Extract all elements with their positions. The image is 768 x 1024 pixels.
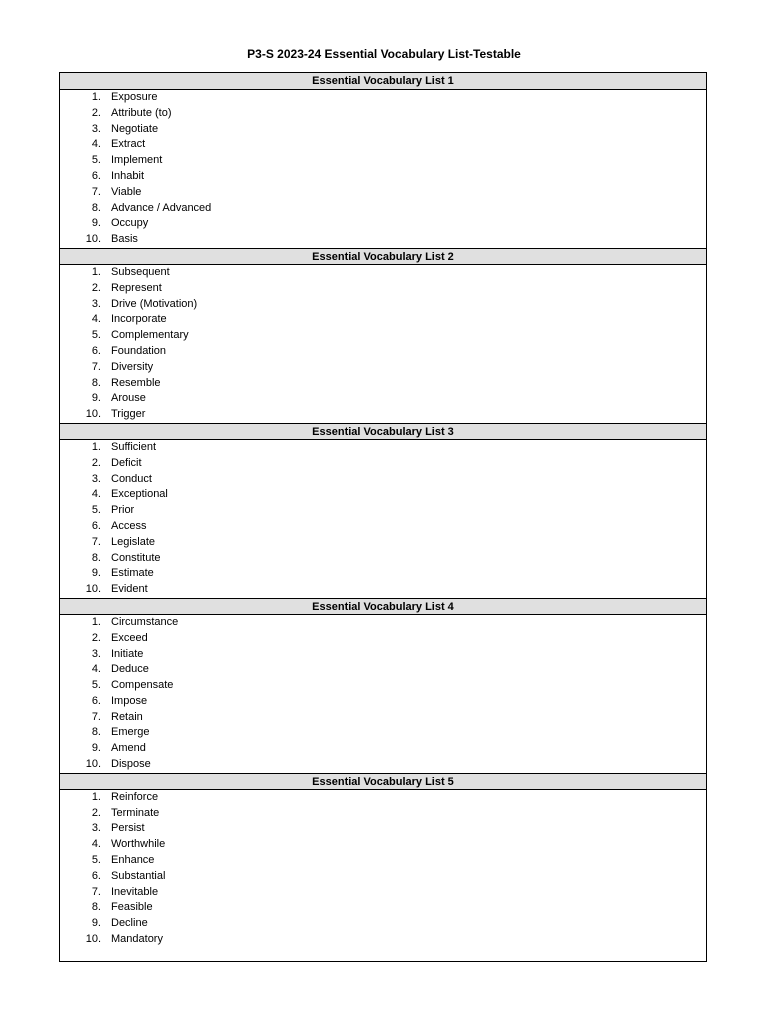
item-number: 1. (91, 615, 101, 628)
item-number: 7. (91, 185, 101, 198)
vocabulary-word: Extract (111, 138, 146, 151)
vocabulary-section-2 (60, 248, 706, 423)
vocabulary-word: Enhance (111, 854, 155, 867)
vocabulary-word: Initiate (111, 647, 144, 660)
item-number: 2. (91, 806, 101, 819)
item-number: 8. (91, 376, 101, 389)
list-item (60, 821, 706, 837)
list-item (60, 694, 706, 710)
item-number: 1. (91, 790, 101, 803)
vocabulary-word: Exceed (111, 631, 148, 644)
vocabulary-word: Exceptional (111, 488, 168, 501)
item-number: 3. (91, 297, 101, 310)
item-number: 3. (91, 472, 101, 485)
item-number: 5. (91, 154, 101, 167)
vocabulary-word: Worthwhile (111, 838, 166, 851)
vocabulary-word: Conduct (111, 472, 152, 485)
vocabulary-word: Decline (111, 917, 148, 930)
item-number: 10. (85, 233, 101, 246)
item-number: 3. (91, 122, 101, 135)
list-item (60, 678, 706, 694)
item-number: 1. (91, 265, 101, 278)
list-item (60, 122, 706, 138)
list-item (60, 869, 706, 885)
item-number: 10. (85, 408, 101, 421)
list-item (60, 647, 706, 663)
item-number: 6. (91, 169, 101, 182)
list-item (60, 853, 706, 869)
vocabulary-word: Circumstance (111, 615, 179, 628)
item-number: 5. (91, 679, 101, 692)
item-number: 2. (91, 456, 101, 469)
list-item (60, 837, 706, 853)
item-number: 9. (91, 567, 101, 580)
list-item (60, 360, 706, 376)
list-item (60, 741, 706, 757)
list-item (60, 265, 706, 281)
vocabulary-word: Emerge (111, 726, 150, 739)
section-heading: Essential Vocabulary List 1 (60, 73, 706, 90)
item-number: 4. (91, 663, 101, 676)
vocabulary-word: Amend (111, 742, 146, 755)
list-item (60, 440, 706, 456)
vocabulary-word: Inevitable (111, 885, 159, 898)
vocabulary-word: Trigger (111, 408, 146, 421)
item-number: 5. (91, 329, 101, 342)
vocabulary-word: Evident (111, 583, 148, 596)
vocabulary-list (60, 265, 706, 423)
vocabulary-word: Retain (111, 710, 143, 723)
vocabulary-word: Diversity (111, 360, 154, 373)
list-item (60, 137, 706, 153)
document-title: P3-S 2023-24 Essential Vocabulary List-Testable (247, 47, 521, 61)
list-item (60, 582, 706, 598)
list-item (60, 232, 706, 248)
vocabulary-section-1 (60, 73, 706, 248)
item-number: 10. (85, 583, 101, 596)
item-number: 9. (91, 392, 101, 405)
item-number: 4. (91, 138, 101, 151)
vocabulary-word: Advance / Advanced (111, 201, 212, 214)
item-number: 10. (85, 758, 101, 771)
list-item (60, 472, 706, 488)
vocabulary-word: Incorporate (111, 313, 167, 326)
list-item (60, 376, 706, 392)
list-item (60, 216, 706, 232)
list-item (60, 328, 706, 344)
list-item (60, 757, 706, 773)
vocabulary-word: Occupy (111, 217, 149, 230)
list-item (60, 662, 706, 678)
item-number: 4. (91, 313, 101, 326)
vocabulary-word: Terminate (111, 806, 160, 819)
vocabulary-word: Represent (111, 281, 162, 294)
item-number: 8. (91, 901, 101, 914)
list-item (60, 551, 706, 567)
list-item (60, 185, 706, 201)
item-number: 6. (91, 869, 101, 882)
section-heading: Essential Vocabulary List 3 (60, 423, 706, 440)
item-number: 7. (91, 710, 101, 723)
vocabulary-word: Estimate (111, 567, 154, 580)
list-item (60, 885, 706, 901)
vocabulary-word: Access (111, 519, 147, 532)
list-item (60, 106, 706, 122)
list-item (60, 916, 706, 932)
vocabulary-word: Viable (111, 185, 142, 198)
section-heading: Essential Vocabulary List 5 (60, 773, 706, 790)
vocabulary-word: Constitute (111, 551, 161, 564)
item-number: 9. (91, 217, 101, 230)
item-number: 2. (91, 281, 101, 294)
vocabulary-table (59, 72, 707, 962)
list-item (60, 725, 706, 741)
list-item (60, 615, 706, 631)
item-number: 1. (91, 91, 101, 103)
vocabulary-word: Resemble (111, 376, 161, 389)
vocabulary-word: Complementary (111, 329, 189, 342)
section-heading: Essential Vocabulary List 2 (60, 248, 706, 265)
list-item (60, 900, 706, 916)
vocabulary-word: Inhabit (111, 169, 145, 182)
vocabulary-word: Compensate (111, 679, 174, 692)
list-item (60, 312, 706, 328)
vocabulary-section-3 (60, 423, 706, 598)
vocabulary-section-4 (60, 598, 706, 773)
list-item (60, 503, 706, 519)
vocabulary-word: Prior (111, 504, 135, 517)
item-number: 8. (91, 726, 101, 739)
vocabulary-list (60, 440, 706, 598)
list-item (60, 201, 706, 217)
list-item (60, 297, 706, 313)
list-item (60, 710, 706, 726)
list-item (60, 631, 706, 647)
list-item (60, 391, 706, 407)
vocabulary-list (60, 90, 706, 248)
item-number: 5. (91, 854, 101, 867)
vocabulary-word: Reinforce (111, 790, 159, 803)
item-number: 1. (91, 440, 101, 453)
vocabulary-word: Basis (111, 233, 138, 246)
item-number: 7. (91, 535, 101, 548)
list-item (60, 456, 706, 472)
vocabulary-word: Feasible (111, 901, 153, 914)
item-number: 10. (85, 933, 101, 946)
vocabulary-word: Persist (111, 822, 145, 835)
vocabulary-word: Drive (Motivation) (111, 297, 198, 310)
list-item (60, 344, 706, 360)
vocabulary-word: Deficit (111, 456, 142, 469)
vocabulary-word: Arouse (111, 392, 146, 405)
item-number: 6. (91, 519, 101, 532)
vocabulary-list (60, 790, 706, 948)
vocabulary-word: Deduce (111, 663, 149, 676)
list-item (60, 487, 706, 503)
list-item (60, 281, 706, 297)
vocabulary-word: Implement (111, 154, 163, 167)
list-item (60, 535, 706, 551)
vocabulary-word: Mandatory (111, 933, 163, 946)
vocabulary-word: Foundation (111, 344, 167, 357)
item-number: 8. (91, 551, 101, 564)
list-item (60, 407, 706, 423)
item-number: 4. (91, 838, 101, 851)
item-number: 5. (91, 504, 101, 517)
item-number: 2. (91, 106, 101, 119)
vocabulary-word: Attribute (to) (111, 106, 172, 119)
item-number: 6. (91, 694, 101, 707)
section-heading: Essential Vocabulary List 4 (60, 598, 706, 615)
vocabulary-word: Substantial (111, 869, 166, 882)
vocabulary-section-5 (60, 773, 706, 948)
list-item (60, 153, 706, 169)
list-item (60, 806, 706, 822)
vocabulary-word: Exposure (111, 91, 158, 103)
vocabulary-word: Negotiate (111, 122, 159, 135)
vocabulary-word: Legislate (111, 535, 156, 548)
list-item (60, 169, 706, 185)
item-number: 6. (91, 344, 101, 357)
vocabulary-word: Impose (111, 694, 148, 707)
vocabulary-word: Dispose (111, 758, 151, 771)
item-number: 3. (91, 647, 101, 660)
list-item (60, 566, 706, 582)
vocabulary-word: Sufficient (111, 440, 157, 453)
list-item (60, 90, 706, 106)
item-number: 9. (91, 917, 101, 930)
vocabulary-word: Subsequent (111, 265, 170, 278)
item-number: 2. (91, 631, 101, 644)
list-item (60, 932, 706, 948)
vocabulary-list (60, 615, 706, 773)
item-number: 7. (91, 360, 101, 373)
item-number: 7. (91, 885, 101, 898)
item-number: 9. (91, 742, 101, 755)
list-item (60, 519, 706, 535)
item-number: 8. (91, 201, 101, 214)
item-number: 4. (91, 488, 101, 501)
list-item (60, 790, 706, 806)
item-number: 3. (91, 822, 101, 835)
